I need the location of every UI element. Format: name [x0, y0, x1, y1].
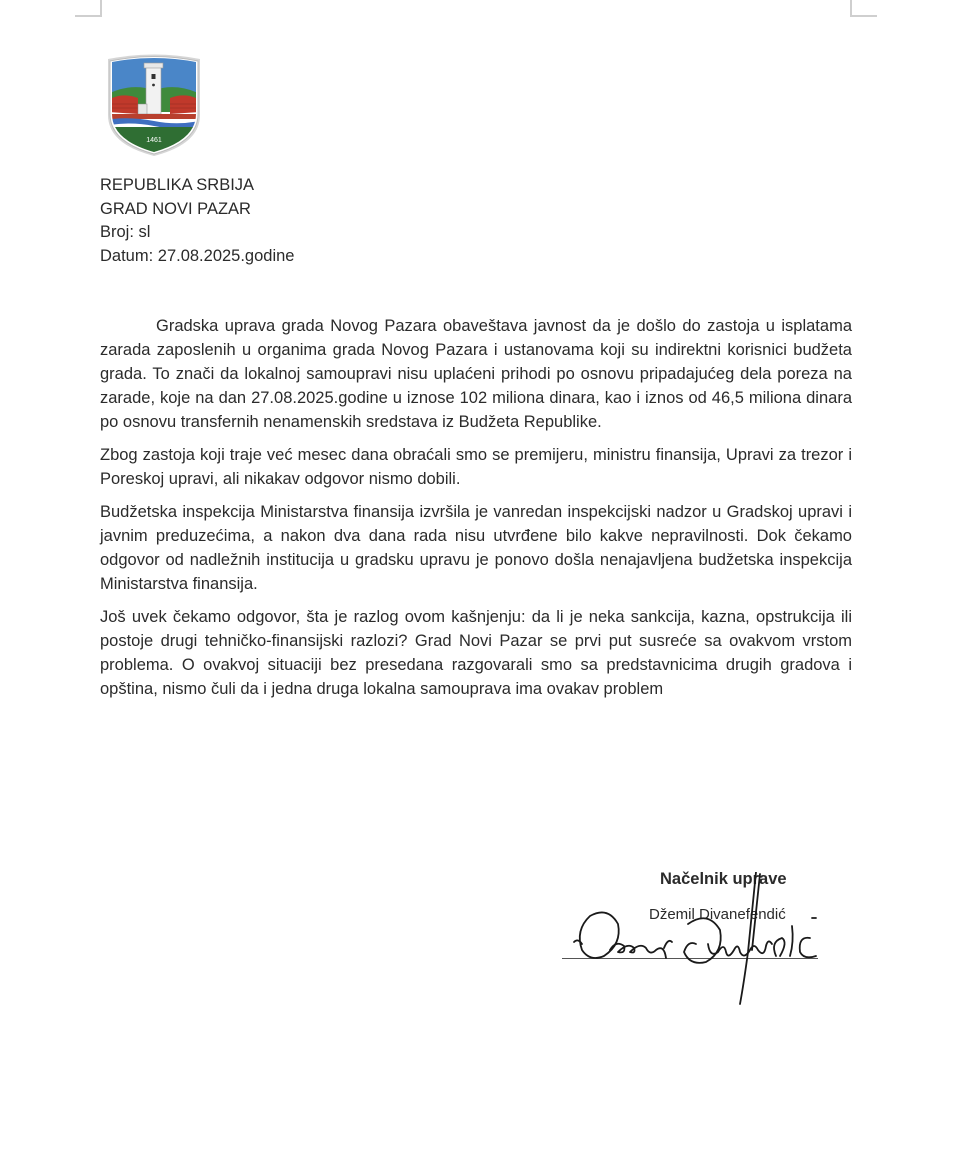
crest-year: 1461 [146, 137, 162, 144]
document-number: Broj: sl [100, 223, 151, 241]
crop-mark-right [850, 0, 877, 17]
document-header [100, 174, 294, 268]
paragraph-1: Gradska uprava grada Novog Pazara obaveštava javnost da je došlo do zastoja u isplatama zarada zaposlenih u organima grada Novog Pazara i ustanovama koji su indirektni korisnici budžeta grada. To znači da lokalnoj samoupravi nisu uplaćeni prihodi po osnovu pripadajućeg dela poreza na zarade, koje na dan 27.08.2025.godine u iznose 102 miliona dinara, kao i iznos od 46,5 miliona dinara po osnovu transfernih nenamenskih sredstava iz Budžeta Republike. [100, 317, 852, 431]
coat-of-arms-icon [104, 52, 204, 156]
paragraph-4: Još uvek čekamo odgovor, šta je razlog ovom kašnjenju: da li je neka sankcija, kazna, opstrukcija ili postoje drugi tehničko-finansijski razlozi? Grad Novi Pazar se prvi put susreće sa ovakvom vrstom problema. O ovakvoj situaciji bez presedana razgovarali smo sa predstavnicima drugih gradova i opština, nismo čuli da i jedna druga lokalna samouprava ima ovakav problem [100, 608, 852, 698]
signatory-name: Džemil Divanefendić [649, 906, 786, 923]
crop-mark-left [75, 0, 102, 17]
handwritten-signature-icon [560, 872, 830, 1012]
city-name: GRAD NOVI PAZAR [100, 199, 251, 218]
paragraph-2: Zbog zastoja koji traje već mesec dana obraćali smo se premijeru, ministru finansija, Upravi za trezor i Poreskoj upravi, ali nikakav odgovor nismo dobili. [100, 446, 852, 488]
document-date: Datum: 27.08.2025.godine [100, 246, 295, 265]
signatory-title: Načelnik uprave [660, 870, 787, 888]
document-body [100, 314, 852, 710]
country-name: REPUBLIKA SRBIJA [100, 176, 255, 194]
paragraph-3: Budžetska inspekcija Ministarstva finansija izvršila je vanredan inspekcijski nadzor u Gradskoj upravi i javnim preduzećima, a nakon dva dana rada nisu utvrđene bilo kakve nepravilnosti. Dok čekamo odgovor od nadležnih institucija u gradsku upravu je ponovo došla nenajavljena budžetska inspekcija Ministarstva finansija. [100, 503, 852, 593]
